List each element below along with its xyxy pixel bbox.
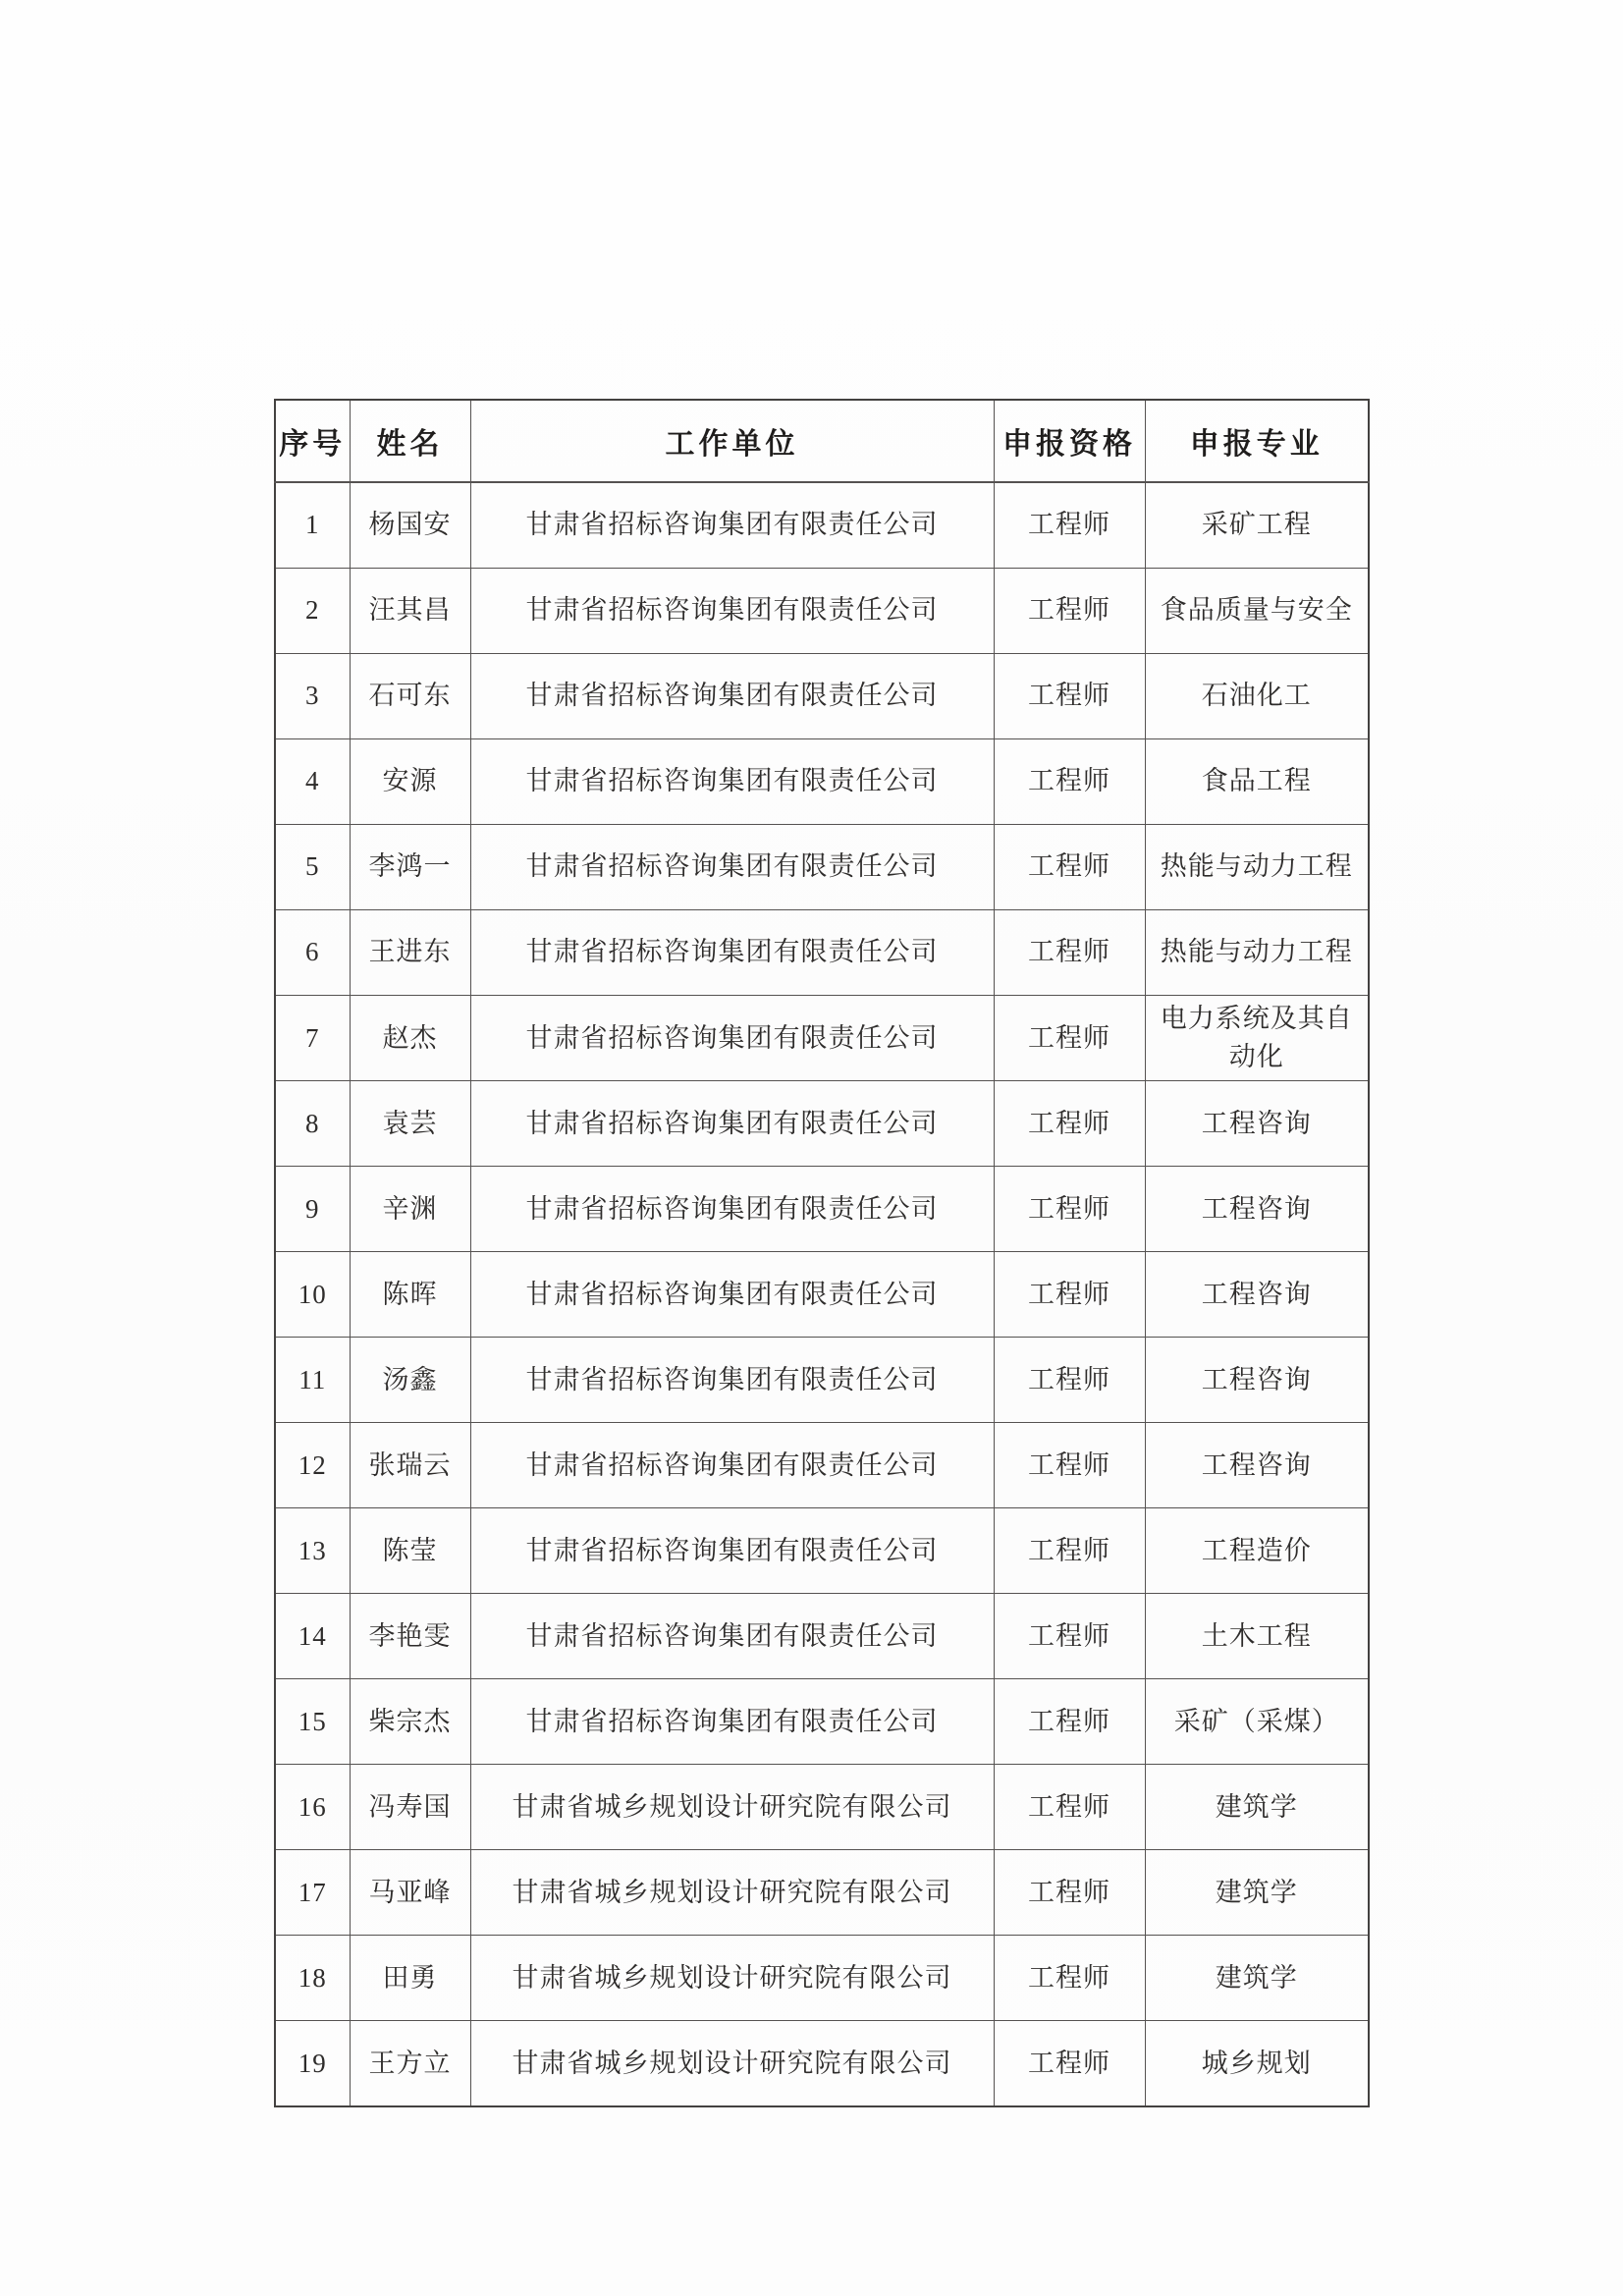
cell-specialty: 建筑学 [1145,1936,1369,2021]
cell-specialty: 采矿工程 [1145,482,1369,569]
col-header-qualification: 申报资格 [994,400,1145,482]
cell-name: 辛渊 [350,1167,470,1252]
cell-qualification: 工程师 [994,569,1145,654]
table-row [275,1679,1369,1765]
cell-index: 9 [275,1167,350,1252]
cell-qualification: 工程师 [994,739,1145,825]
cell-name: 安源 [350,739,470,825]
cell-index: 7 [275,996,350,1081]
cell-qualification: 工程师 [994,1850,1145,1936]
cell-name: 马亚峰 [350,1850,470,1936]
cell-index: 17 [275,1850,350,1936]
table-row [275,1081,1369,1167]
cell-unit: 甘肃省城乡规划设计研究院有限公司 [470,1850,994,1936]
cell-specialty: 石油化工 [1145,654,1369,739]
cell-index: 11 [275,1338,350,1423]
cell-name: 汤鑫 [350,1338,470,1423]
cell-unit: 甘肃省招标咨询集团有限责任公司 [470,996,994,1081]
cell-unit: 甘肃省招标咨询集团有限责任公司 [470,654,994,739]
cell-name: 张瑞云 [350,1423,470,1508]
cell-index: 1 [275,482,350,569]
cell-qualification: 工程师 [994,1167,1145,1252]
cell-name: 田勇 [350,1936,470,2021]
cell-qualification: 工程师 [994,1081,1145,1167]
cell-unit: 甘肃省招标咨询集团有限责任公司 [470,1167,994,1252]
cell-specialty: 工程咨询 [1145,1338,1369,1423]
cell-qualification: 工程师 [994,1679,1145,1765]
cell-index: 2 [275,569,350,654]
cell-unit: 甘肃省招标咨询集团有限责任公司 [470,569,994,654]
cell-specialty: 食品质量与安全 [1145,569,1369,654]
col-header-name: 姓名 [350,400,470,482]
cell-name: 陈莹 [350,1508,470,1594]
cell-qualification: 工程师 [994,654,1145,739]
cell-specialty: 电力系统及其自动化 [1145,996,1369,1081]
cell-specialty: 工程咨询 [1145,1252,1369,1338]
cell-specialty: 建筑学 [1145,1765,1369,1850]
cell-qualification: 工程师 [994,1765,1145,1850]
cell-name: 陈晖 [350,1252,470,1338]
cell-unit: 甘肃省招标咨询集团有限责任公司 [470,1508,994,1594]
cell-specialty: 工程咨询 [1145,1167,1369,1252]
cell-specialty: 热能与动力工程 [1145,825,1369,910]
cell-index: 18 [275,1936,350,2021]
table-row [275,1167,1369,1252]
cell-qualification: 工程师 [994,910,1145,996]
cell-unit: 甘肃省招标咨询集团有限责任公司 [470,739,994,825]
cell-specialty: 采矿（采煤） [1145,1679,1369,1765]
table-row [275,825,1369,910]
cell-index: 15 [275,1679,350,1765]
cell-index: 8 [275,1081,350,1167]
cell-name: 汪其昌 [350,569,470,654]
cell-index: 6 [275,910,350,996]
cell-index: 16 [275,1765,350,1850]
cell-qualification: 工程师 [994,1252,1145,1338]
cell-qualification: 工程师 [994,1594,1145,1679]
table-row [275,1252,1369,1338]
cell-unit: 甘肃省招标咨询集团有限责任公司 [470,482,994,569]
cell-unit: 甘肃省城乡规划设计研究院有限公司 [470,2021,994,2107]
cell-specialty: 建筑学 [1145,1850,1369,1936]
cell-index: 5 [275,825,350,910]
table-body [275,482,1369,2106]
cell-specialty: 食品工程 [1145,739,1369,825]
cell-index: 12 [275,1423,350,1508]
cell-unit: 甘肃省招标咨询集团有限责任公司 [470,910,994,996]
table-row [275,654,1369,739]
cell-unit: 甘肃省招标咨询集团有限责任公司 [470,1338,994,1423]
cell-qualification: 工程师 [994,2021,1145,2107]
table-row [275,1508,1369,1594]
table-row [275,1936,1369,2021]
cell-specialty: 土木工程 [1145,1594,1369,1679]
cell-name: 赵杰 [350,996,470,1081]
table-row [275,996,1369,1081]
cell-qualification: 工程师 [994,1936,1145,2021]
col-header-specialty: 申报专业 [1145,400,1369,482]
table-row [275,1850,1369,1936]
cell-index: 14 [275,1594,350,1679]
table-row [275,1423,1369,1508]
cell-name: 李艳雯 [350,1594,470,1679]
table-row [275,2021,1369,2107]
cell-unit: 甘肃省城乡规划设计研究院有限公司 [470,1936,994,2021]
table-row [275,1594,1369,1679]
cell-name: 冯寿国 [350,1765,470,1850]
cell-specialty: 工程咨询 [1145,1081,1369,1167]
cell-index: 10 [275,1252,350,1338]
cell-qualification: 工程师 [994,482,1145,569]
cell-specialty: 工程咨询 [1145,1423,1369,1508]
cell-name: 李鸿一 [350,825,470,910]
table-row [275,910,1369,996]
cell-unit: 甘肃省招标咨询集团有限责任公司 [470,825,994,910]
cell-name: 袁芸 [350,1081,470,1167]
cell-index: 13 [275,1508,350,1594]
cell-unit: 甘肃省招标咨询集团有限责任公司 [470,1252,994,1338]
cell-specialty: 城乡规划 [1145,2021,1369,2107]
table-row [275,569,1369,654]
cell-name: 杨国安 [350,482,470,569]
cell-qualification: 工程师 [994,825,1145,910]
cell-specialty: 热能与动力工程 [1145,910,1369,996]
cell-name: 王方立 [350,2021,470,2107]
col-header-unit: 工作单位 [470,400,994,482]
cell-qualification: 工程师 [994,1338,1145,1423]
cell-name: 石可东 [350,654,470,739]
table-row [275,1765,1369,1850]
cell-unit: 甘肃省城乡规划设计研究院有限公司 [470,1765,994,1850]
cell-unit: 甘肃省招标咨询集团有限责任公司 [470,1679,994,1765]
cell-qualification: 工程师 [994,996,1145,1081]
cell-qualification: 工程师 [994,1423,1145,1508]
cell-unit: 甘肃省招标咨询集团有限责任公司 [470,1423,994,1508]
cell-index: 4 [275,739,350,825]
applicants-table [274,399,1370,2107]
cell-index: 19 [275,2021,350,2107]
table-row [275,1338,1369,1423]
cell-specialty: 工程造价 [1145,1508,1369,1594]
table-row [275,482,1369,569]
cell-index: 3 [275,654,350,739]
header-row [275,400,1369,482]
col-header-index: 序号 [275,400,350,482]
cell-name: 柴宗杰 [350,1679,470,1765]
table-row [275,739,1369,825]
cell-unit: 甘肃省招标咨询集团有限责任公司 [470,1594,994,1679]
cell-name: 王进东 [350,910,470,996]
cell-unit: 甘肃省招标咨询集团有限责任公司 [470,1081,994,1167]
cell-qualification: 工程师 [994,1508,1145,1594]
